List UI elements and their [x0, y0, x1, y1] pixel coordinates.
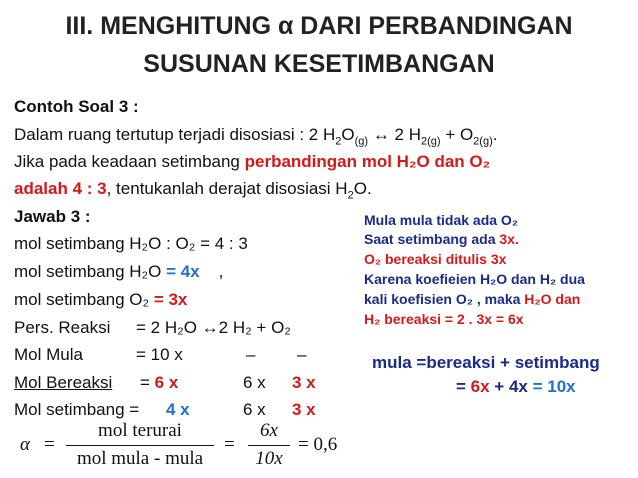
summary-line-1: mula =bereaksi + setimbang [372, 353, 600, 372]
answer-mol-o2: mol setimbang O₂ = 3x [14, 290, 188, 309]
title-line-2: SUSUNAN KESETIMBANGAN [143, 50, 495, 78]
question-line-2: Jika pada keadaan setimbang perbandingan mol H₂O dan O₂ [14, 152, 491, 171]
fraction-denominator-2: 10x [255, 448, 283, 469]
fraction-denominator-1: mol mula - mula [76, 448, 204, 469]
answer-ratio: mol setimbang H₂O : O₂ = 4 : 3 [14, 234, 248, 253]
answer-heading: Jawab 3 : [14, 207, 91, 226]
row-reaksi-equation: = 2 H₂O ↔2 H₂ + O₂ [136, 318, 291, 337]
explanation-line-3: O₂ bereaksi ditulis 3x [364, 251, 507, 267]
row-setimbang-o2: 3 x [292, 400, 316, 419]
row-setimbang-label: Mol setimbang = [14, 400, 140, 419]
row-setimbang-h2o: 4 x [166, 400, 190, 419]
row-setimbang-h2: 6 x [243, 400, 266, 419]
summary-line-2: = 6x + 4x = 10x [456, 377, 576, 396]
answer-mol-h2o: mol setimbang H₂O = 4x , [14, 262, 224, 281]
explanation-line-5: kali koefisien O₂ , maka H₂O dan [364, 291, 581, 307]
fraction-numerator-2: 6x [260, 420, 278, 441]
formula-equals-1: = [44, 434, 55, 455]
row-reaksi-label: Pers. Reaksi [14, 318, 111, 337]
question-line-3: adalah 4 : 3, tentukanlah derajat disosiasi $H_2O$. [14, 179, 372, 202]
fraction-bar-2 [248, 445, 290, 446]
fraction-numerator-1: mol terurai [98, 420, 182, 441]
row-mula-h2: – [246, 345, 256, 364]
alpha-symbol: α [20, 434, 30, 455]
explanation-line-1: Mula mula tidak ada O₂ [364, 212, 519, 228]
row-mula-h2o: = 10 x [136, 345, 183, 364]
formula-equals-2: = [224, 434, 235, 455]
example-heading: Contoh Soal 3 : [14, 97, 139, 116]
row-mula-o2: – [297, 345, 307, 364]
explanation-line-2: Saat setimbang ada 3x. [364, 231, 519, 247]
fraction-bar-1 [66, 445, 214, 446]
explanation-line-4: Karena koefieien H₂O dan H₂ dua [364, 271, 585, 287]
question-line-1: Dalam ruang tertutup terjadi disosiasi : 2 $H_2O_{(g)}$ ↔ 2 $H_{2(g)} + O_{2(g)}$. [14, 125, 498, 148]
formula-result: = 0,6 [298, 434, 338, 455]
explanation-line-6: H₂ bereaksi = 2 . 3x = 6x [364, 311, 524, 327]
row-mula-label: Mol Mula [14, 345, 83, 364]
title-line-1: III. MENGHITUNG α DARI PERBANDINGAN [65, 12, 573, 40]
row-bereaksi: Mol Bereaksi = 6 x 6 x 3 x [14, 373, 316, 392]
